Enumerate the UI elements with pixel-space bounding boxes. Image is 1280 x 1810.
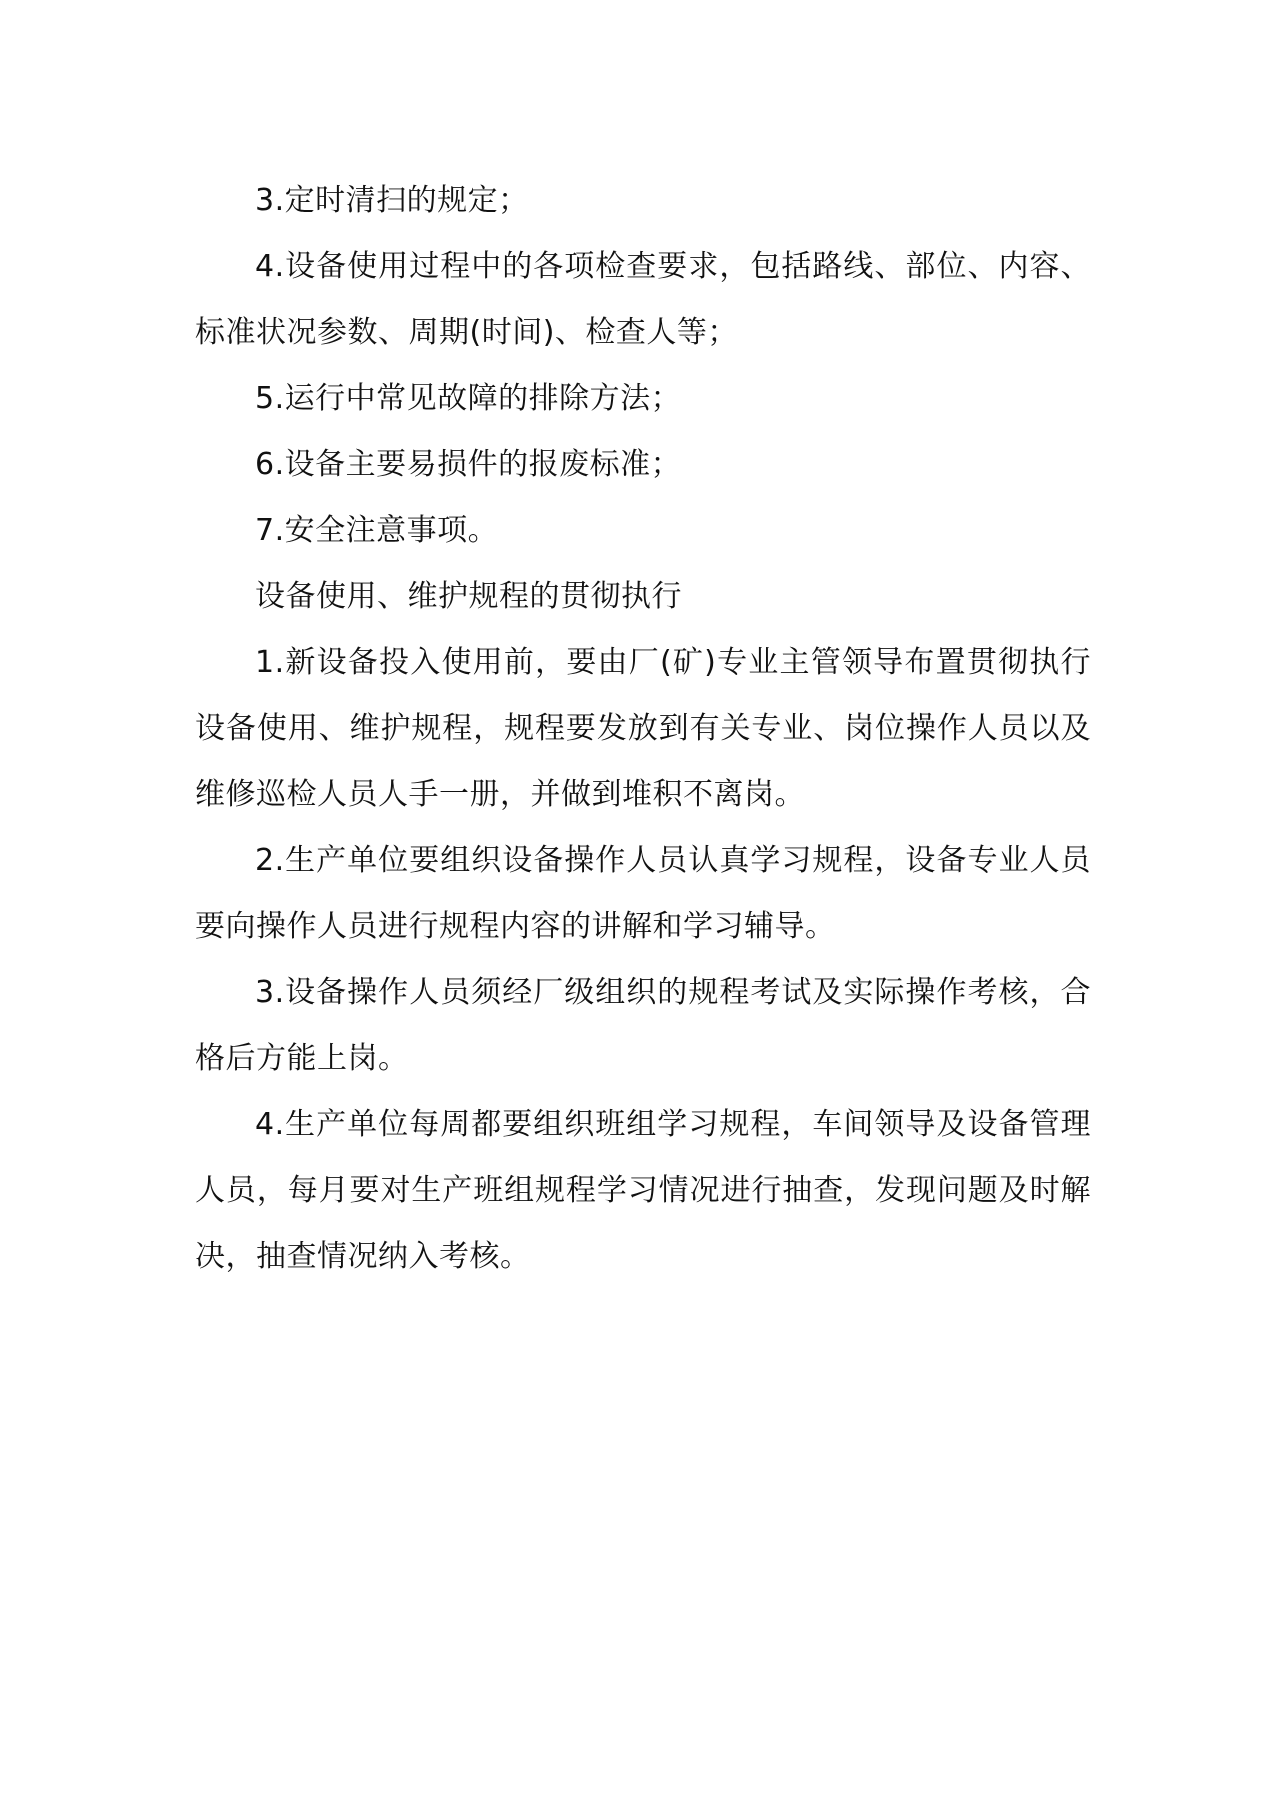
paragraph-item-4-inspection: 4.设备使用过程中的各项检查要求，包括路线、部位、内容、标准状况参数、周期(时间)、检查人等； <box>195 249 1091 350</box>
paragraph-impl-1: 1.新设备投入使用前，要由厂(矿)专业主管领导布置贯彻执行设备使用、维护规程，规程要发放到有关专业、岗位操作人员以及维修巡检人员人手一册，并做到堆积不离岗。 <box>195 645 1091 812</box>
paragraph-impl-4: 4.生产单位每周都要组织班组学习规程，车间领导及设备管理人员，每月要对生产班组规程学习情况进行抽查，发现问题及时解决，抽查情况纳入考核。 <box>195 1107 1091 1274</box>
paragraph-impl-2: 2.生产单位要组织设备操作人员认真学习规程，设备专业人员要向操作人员进行规程内容的讲解和学习辅导。 <box>195 843 1091 944</box>
paragraph-item-7-safety: 7.安全注意事项。 <box>255 513 499 548</box>
section-heading-implementation: 设备使用、维护规程的贯彻执行 <box>255 579 682 614</box>
paragraph-item-3-cleaning: 3.定时清扫的规定； <box>255 183 529 218</box>
document-body <box>195 168 1091 1290</box>
paragraph-item-6-scrap-standard: 6.设备主要易损件的报废标准； <box>255 447 682 482</box>
paragraph-item-5-troubleshooting: 5.运行中常见故障的排除方法； <box>255 381 682 416</box>
paragraph-impl-3: 3.设备操作人员须经厂级组织的规程考试及实际操作考核，合格后方能上岗。 <box>195 975 1091 1076</box>
